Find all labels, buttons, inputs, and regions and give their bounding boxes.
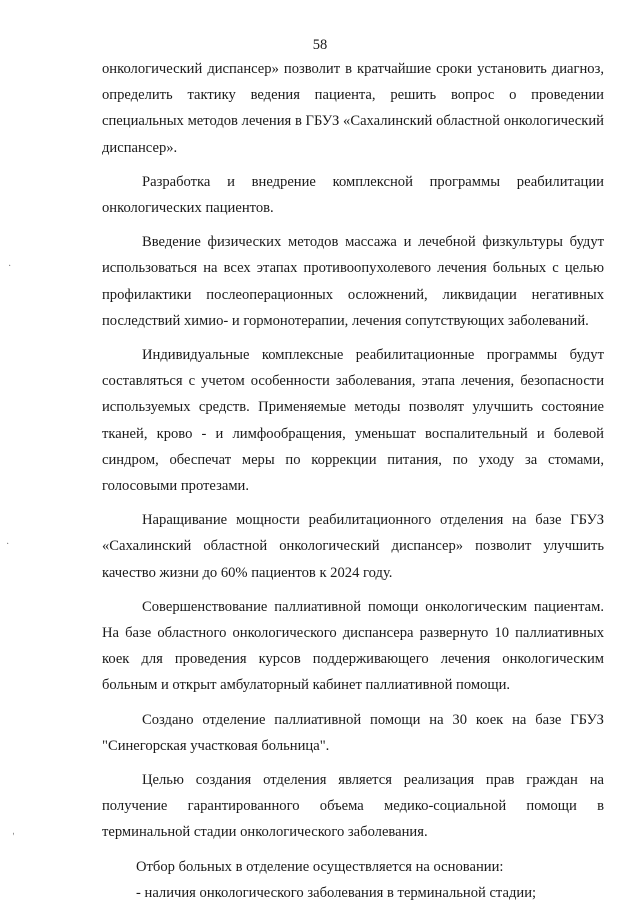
scan-speck: · (8, 261, 12, 272)
paragraph-physical-methods: Введение физических методов массажа и лечебной физкультуры будут использоваться на всех этапах противоопухолевого лечения больных с целью профилактики послеоперационных осложнений, ликвидации негативных последствий химио- и гормонотерапии, лечения сопутствующих заболеваний. (102, 234, 604, 329)
paragraph-palliative-care: Совершенствование паллиативной помощи онкологическим пациентам. На базе областного онкологического диспансера развернуто 10 паллиативных коек для проведения курсов поддерживающего лечения онкологическим больным и открыт амбулаторный кабинет паллиативной помощи. (102, 598, 604, 694)
scan-speck: · (6, 539, 10, 550)
scan-speck: ʹ (11, 831, 19, 842)
paragraph-palliative-department: Создано отделение паллиативной помощи на 30 коек на базе ГБУЗ "Синегорская участковая больница". (102, 711, 604, 754)
paragraph-patient-selection: Отбор больных в отделение осуществляется на основании: (136, 858, 504, 875)
paragraph-department-goal: Целью создания отделения является реализация прав граждан на получение гарантированного объема медико-социальной помощи в терминальной стадии онкологического заболевания. (102, 772, 604, 841)
page-number: 58 (312, 37, 328, 53)
paragraph-rehabilitation-capacity: Наращивание мощности реабилитационного отделения на базе ГБУЗ «Сахалинский областной онкологический диспансер» позволит улучшить качество жизни до 60% пациентов к 2024 году. (102, 512, 604, 581)
body-text (102, 56, 604, 906)
paragraph-diagnosis-continuation: онкологический диспансер» позволит в кратчайшие сроки установить диагноз, определить тактику ведения пациента, решить вопрос о проведении специальных методов лечения в ГБУЗ «Сахалинский областной онкологический диспансер». (102, 61, 604, 156)
list-item-terminal-stage: - наличия онкологического заболевания в терминальной стадии; (136, 884, 537, 901)
paragraph-rehabilitation-program: Разработка и внедрение комплексной программы реабилитации онкологических пациентов. (102, 173, 604, 217)
paragraph-individual-programs: Индивидуальные комплексные реабилитационные программы будут составляться с учетом особенности заболевания, этапа лечения, безопасности используемых средств. Применяемые методы позволят улучшить состояние тканей, крово - и лимфообращения, уменьшат воспалительный и болевой синдром, обеспечат меры по коррекции питания, по уходу за стомами, голосовыми протезами. (102, 347, 604, 495)
